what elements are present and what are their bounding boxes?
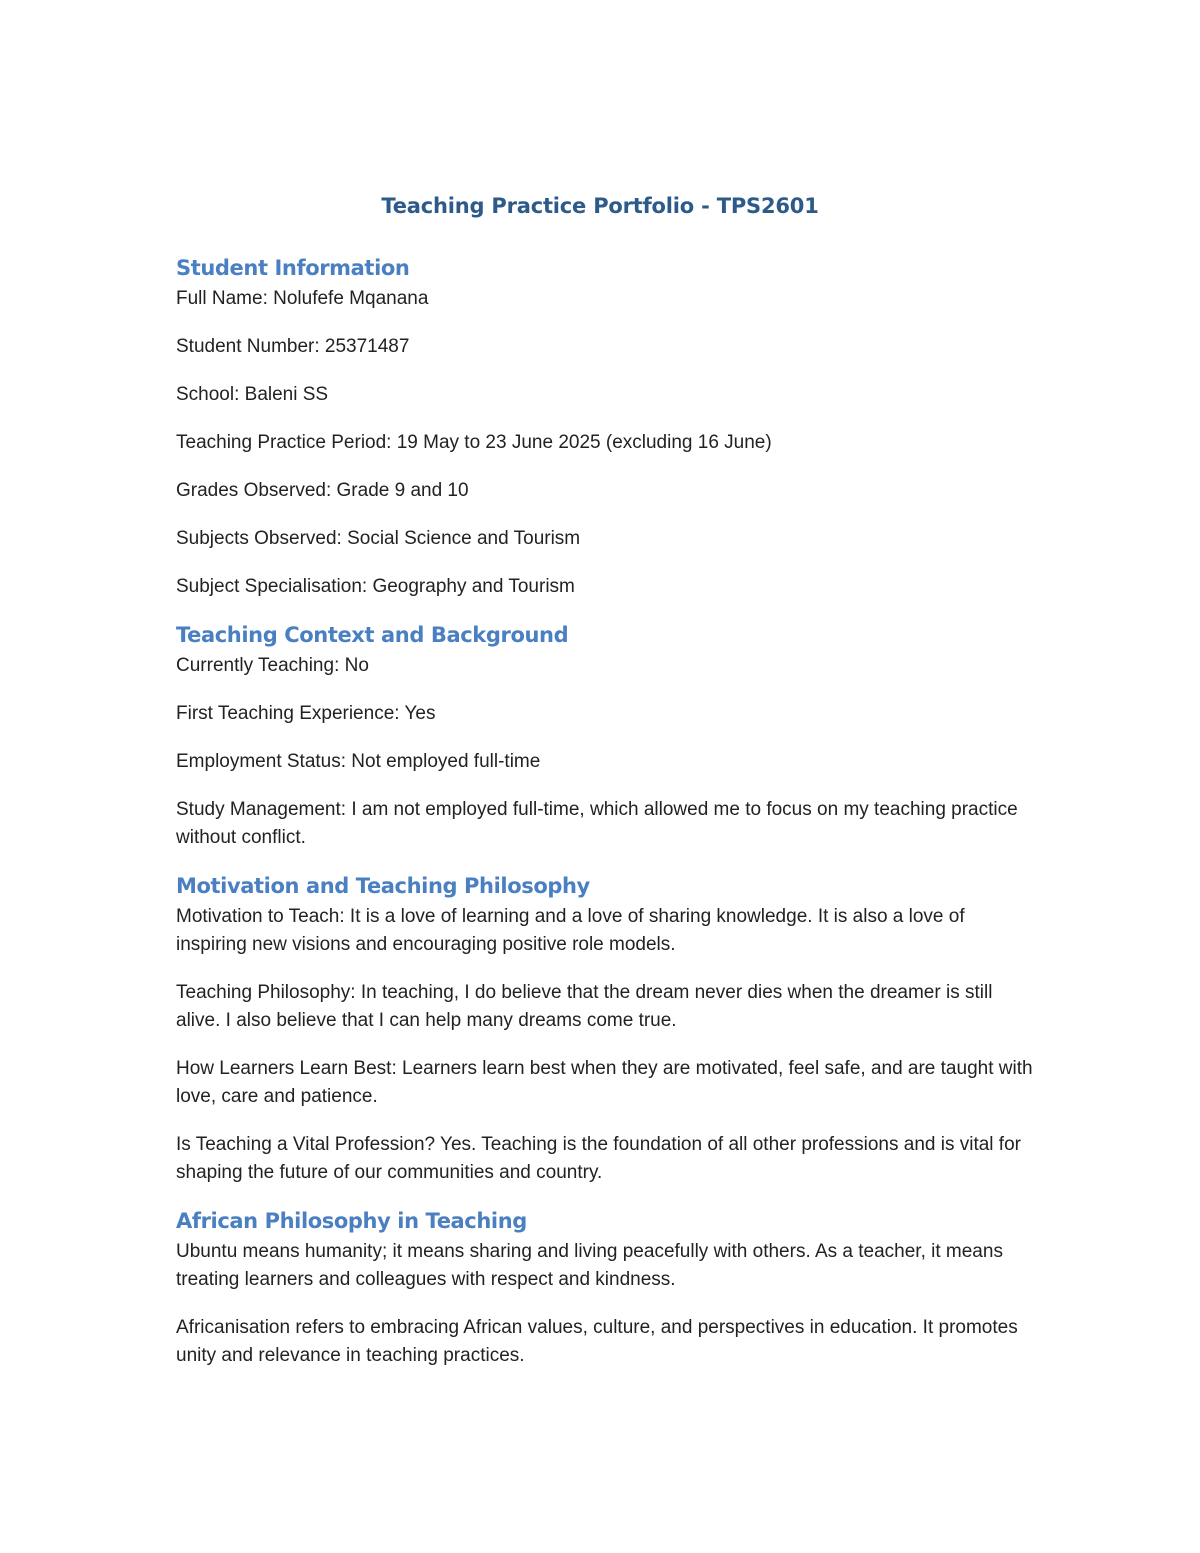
paragraph-subjects-observed: Subjects Observed: Social Science and Tourism (176, 528, 581, 549)
paragraph-student-number: Student Number: 25371487 (176, 336, 410, 357)
section-motivation-philosophy (176, 872, 1036, 1187)
paragraph-teaching-philosophy: Teaching Philosophy: In teaching, I do believe that the dream never dies when the dreamer is still alive. I also believe that I can help many dreams come true. (176, 982, 993, 1031)
paragraph-africanisation: Africanisation refers to embracing African values, culture, and perspectives in education. It promotes unity and relevance in teaching practices. (176, 1317, 1018, 1366)
section-student-information (176, 254, 1036, 601)
section-heading: African Philosophy in Teaching (176, 1209, 527, 1233)
section-heading: Teaching Context and Background (176, 623, 569, 647)
paragraph-employment-status: Employment Status: Not employed full-time (176, 751, 541, 772)
paragraph-full-name: Full Name: Nolufefe Mqanana (176, 288, 429, 309)
paragraph-study-management: Study Management: I am not employed full-time, which allowed me to focus on my teaching practice without conflict. (176, 799, 1018, 848)
paragraph-ubuntu: Ubuntu means humanity; it means sharing and living peacefully with others. As a teacher, it means treating learners and colleagues with respect and kindness. (176, 1241, 1003, 1290)
document-page (176, 188, 1036, 1390)
paragraph-first-experience: First Teaching Experience: Yes (176, 703, 436, 724)
paragraph-how-learners-learn: How Learners Learn Best: Learners learn best when they are motivated, feel safe, and are taught with love, care and patience. (176, 1058, 1033, 1107)
paragraph-subject-specialisation: Subject Specialisation: Geography and Tourism (176, 576, 575, 597)
paragraph-grades-observed: Grades Observed: Grade 9 and 10 (176, 480, 469, 501)
section-teaching-context (176, 621, 1036, 852)
paragraph-motivation: Motivation to Teach: It is a love of learning and a love of sharing knowledge. It is also a love of inspiring new visions and encouraging positive role models. (176, 906, 965, 955)
paragraph-vital-profession: Is Teaching a Vital Profession? Yes. Teaching is the foundation of all other professions and is vital for shaping the future of our communities and country. (176, 1134, 1021, 1183)
paragraph-currently-teaching: Currently Teaching: No (176, 655, 369, 676)
paragraph-school: School: Baleni SS (176, 384, 329, 405)
section-heading: Motivation and Teaching Philosophy (176, 874, 590, 898)
section-heading: Student Information (176, 256, 410, 280)
document-title: Teaching Practice Portfolio - TPS2601 (381, 194, 819, 218)
paragraph-practice-period: Teaching Practice Period: 19 May to 23 June 2025 (excluding 16 June) (176, 432, 772, 453)
section-african-philosophy (176, 1207, 1036, 1370)
